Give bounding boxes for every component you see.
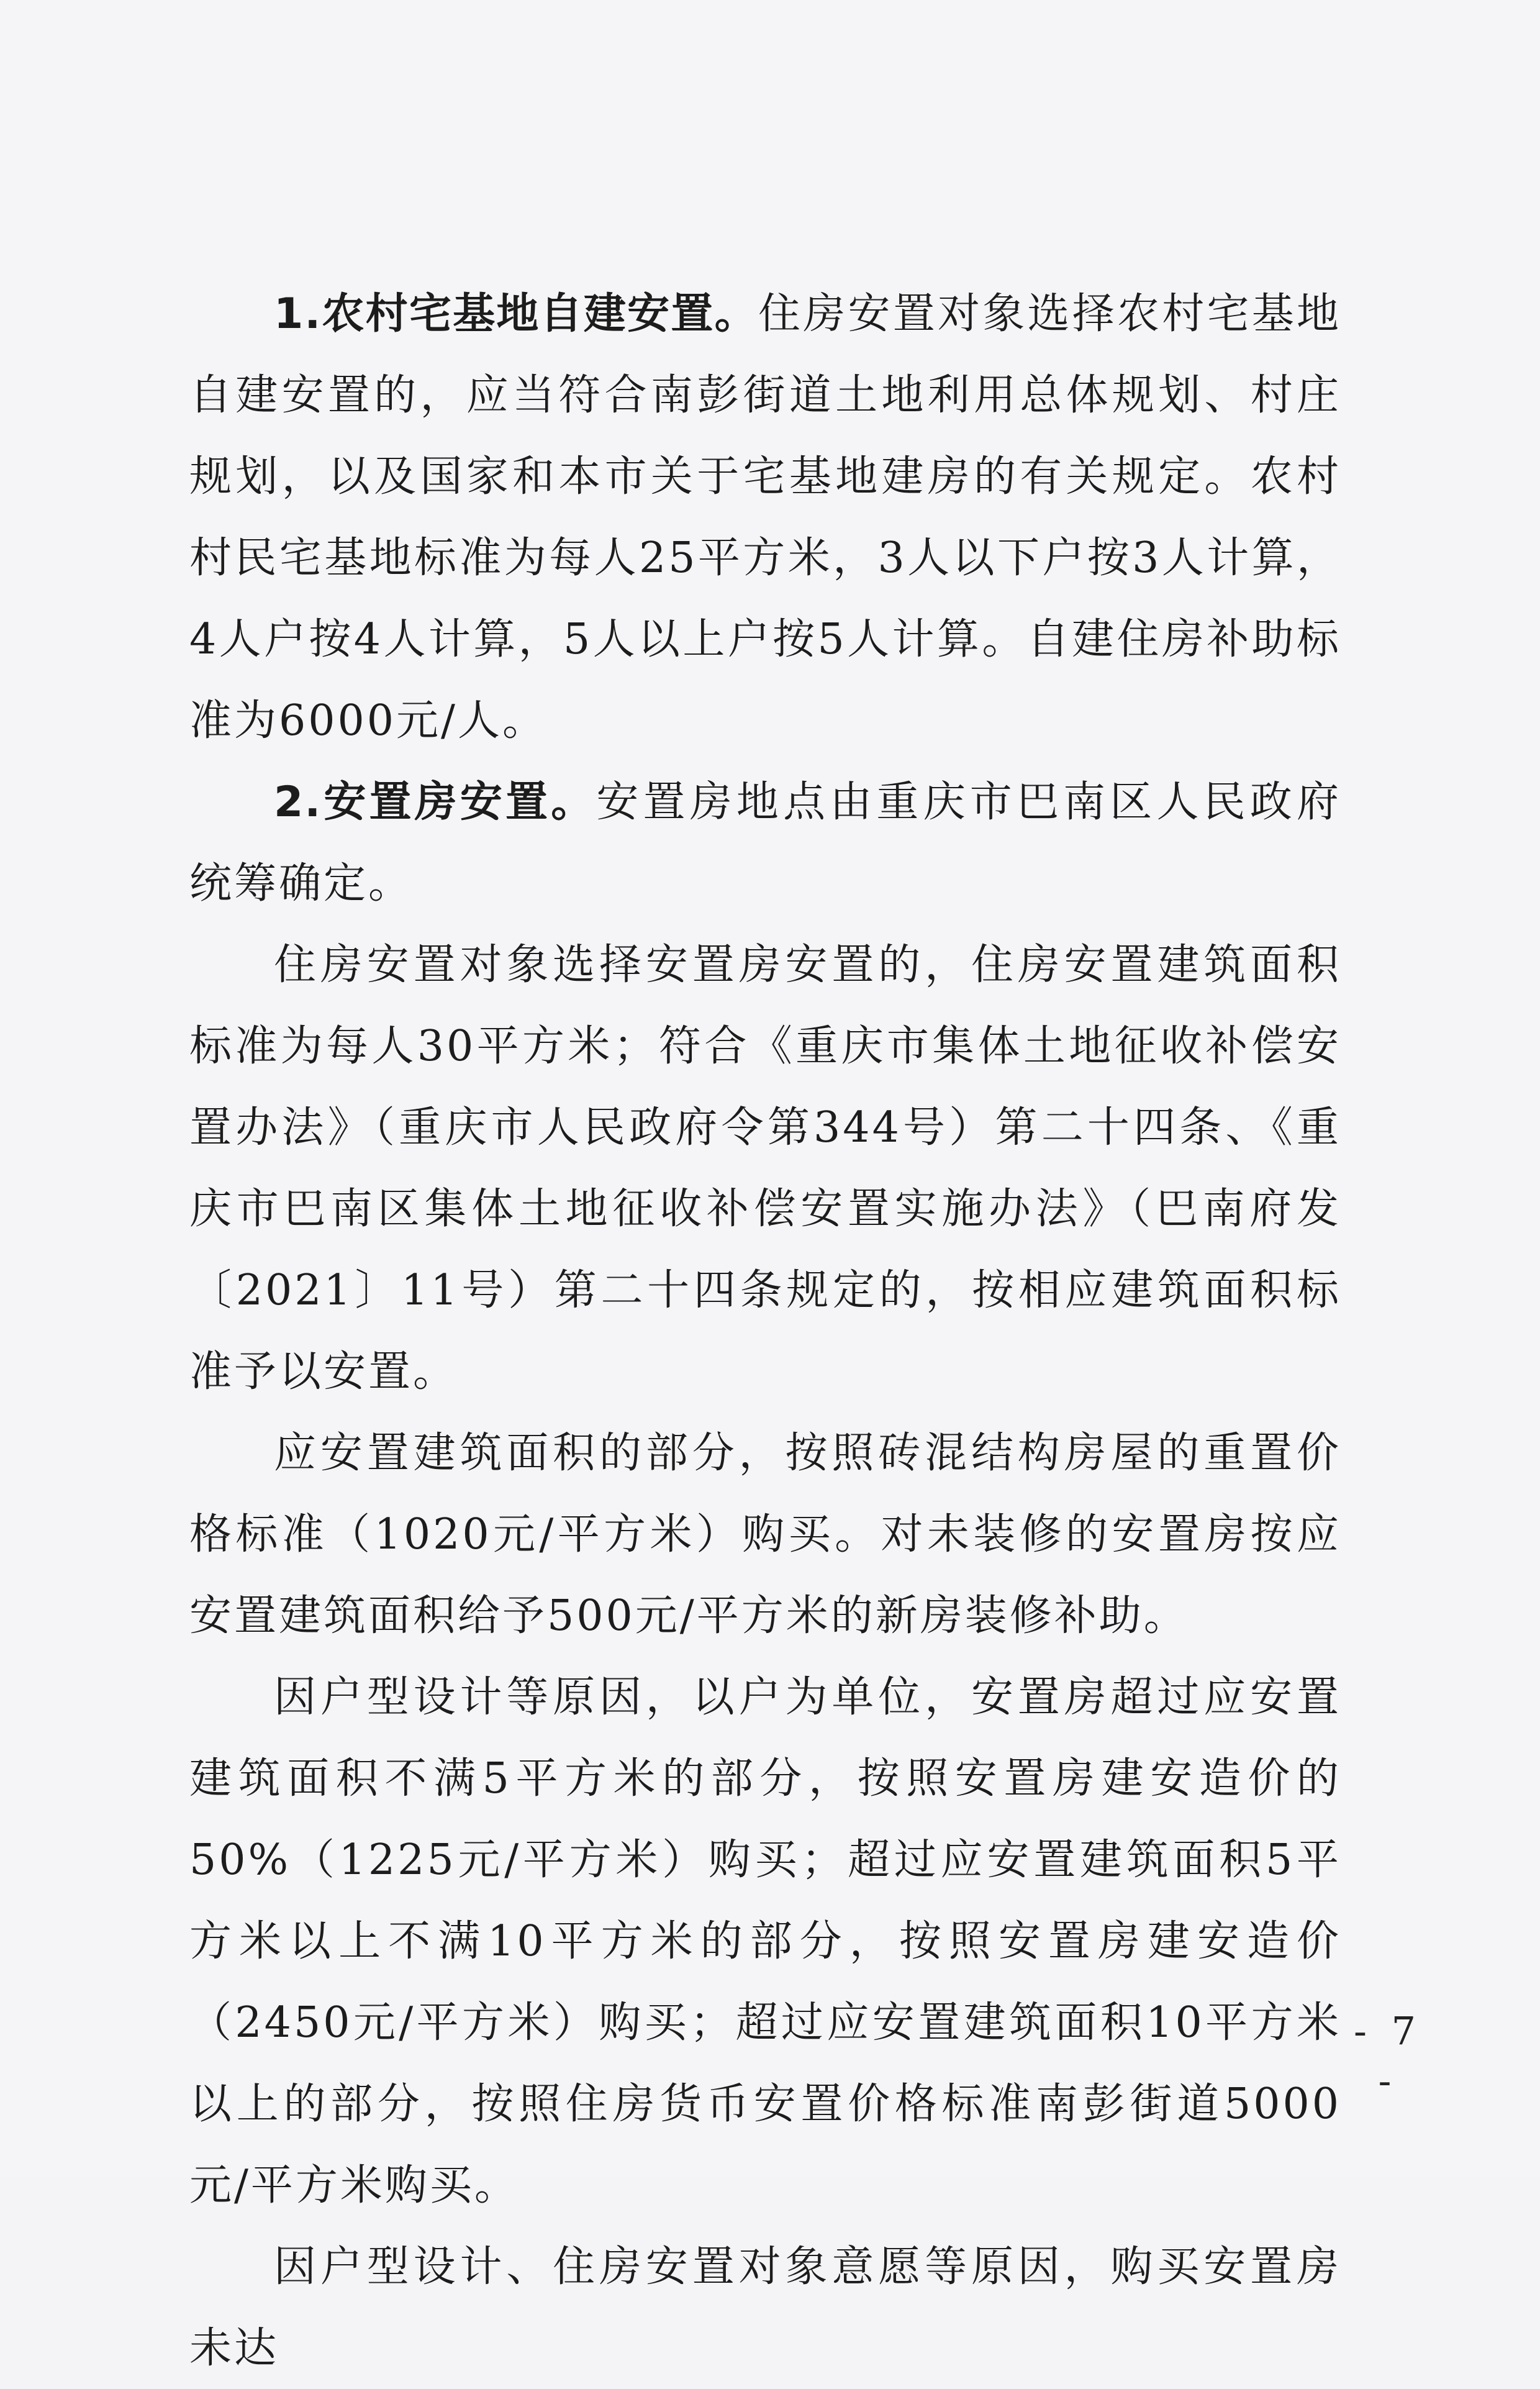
paragraph-area-standard bbox=[189, 924, 1341, 1413]
paragraph-excess-area bbox=[189, 1657, 1341, 2226]
paragraph-rural-homestead bbox=[189, 273, 1341, 762]
paragraph-text: 因户型设计等原因，以户为单位，安置房超过应安置建筑面积不满5平方米的部分，按照安置房建安造价的50%（1225元/平方米）购买；超过应安置建筑面积5平方米以上不满10平方米的部分，按照安置房建安造价（2450元/平方米）购买；超过应安置建筑面积10平方米以上的部分，按照住房货币安置价格标准南彭街道5000元/平方米购买。 bbox=[189, 1673, 1341, 2210]
paragraph-text: 住房安置对象选择安置房安置的，住房安置建筑面积标准为每人30平方米；符合《重庆市集体土地征收补偿安置办法》（重庆市人民政府令第344号）第二十四条、《重庆市巴南区集体土地征收补偿安置实施办法》（巴南府发〔2021〕11号）第二十四条规定的，按相应建筑面积标准予以安置。 bbox=[189, 940, 1341, 1396]
paragraph-continued bbox=[189, 2226, 1341, 2389]
section-heading-1: 1.农村宅基地自建安置。 bbox=[274, 289, 758, 339]
paragraph-purchase-price bbox=[189, 1413, 1341, 1657]
document-body bbox=[189, 273, 1341, 2389]
paragraph-text: 因户型设计、住房安置对象意愿等原因，购买安置房未达 bbox=[189, 2242, 1341, 2373]
paragraph-text: 安置房地点由重庆市巴南区人民政府统筹确定。 bbox=[189, 778, 1341, 908]
paragraph-text: 住房安置对象选择农村宅基地自建安置的，应当符合南彭街道土地利用总体规划、村庄规划，以及国家和本市关于宅基地建房的有关规定。农村村民宅基地标准为每人25平方米，3人以下户按3人计算，4人户按4人计算，5人以上户按5人计算。自建住房补助标准为6000元/人。 bbox=[189, 289, 1341, 745]
paragraph-resettlement-housing bbox=[189, 762, 1341, 924]
paragraph-text: 应安置建筑面积的部分，按照砖混结构房屋的重置价格标准（1020元/平方米）购买。对未装修的安置房按应安置建筑面积给予500元/平方米的新房装修补助。 bbox=[189, 1429, 1341, 1640]
section-heading-2: 2.安置房安置。 bbox=[274, 778, 597, 827]
page-number: - 7 - bbox=[1353, 2008, 1423, 2103]
